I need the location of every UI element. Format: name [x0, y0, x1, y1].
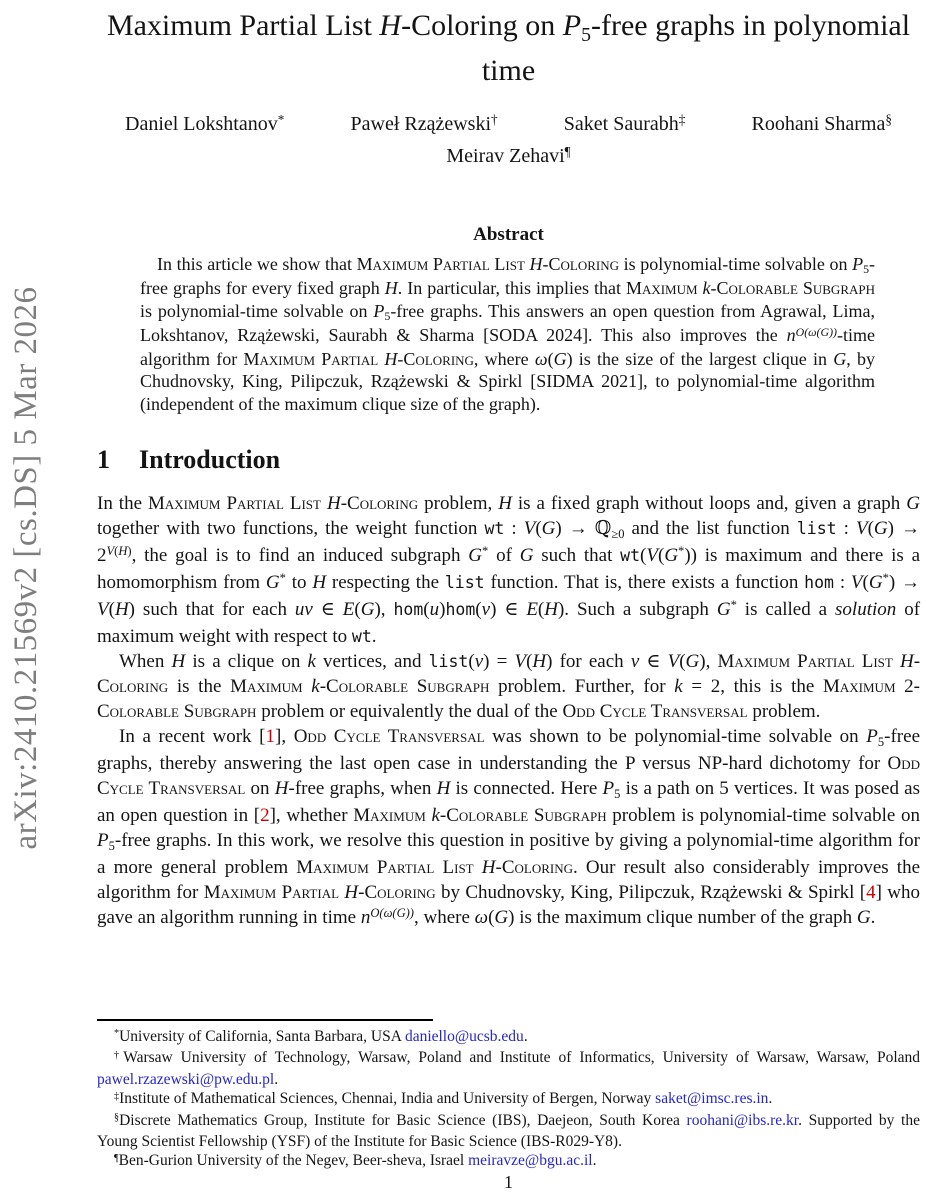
page-number: 1: [504, 1172, 513, 1192]
footnote-affiliation-4: §Discrete Mathematics Group, Institute for Basic Science (IBS), Daejeon, South Korea roohani@ibs.re.kr. Supported by the Young Scientist Fellowship (YSF) of the Institute for Basic Science (IBS-R029-Y8).: [97, 1111, 920, 1151]
author-saurabh: Saket Saurabh‡: [563, 112, 686, 135]
intro-paragraph-1: In the Maximum Partial List H-Coloring problem, H is a fixed graph without loops and, given a graph G together with two functions, the weight function wt : V(G) → ℚ≥0 and the list function list : $V(G) \to 2^{V(H)}$, the goal is to find an induced subgraph G* of G such that wt(V(G*)) is maximum and there is a homomorphism from G* to H respecting the list function. That is, there exists a function hom : V(G*) → V(H) such that for each uv ∈ E(G), hom(u)hom(v) ∈ E(H). Such a subgraph G* is called a solution of maximum weight with respect to wt.: [97, 493, 921, 648]
footnote-affiliation-3: ‡Institute of Mathematical Sciences, Chennai, India and University of Bergen, Norway saket@imsc.res.in.: [114, 1090, 773, 1108]
citation-link[interactable]: 2: [260, 805, 270, 827]
abstract-heading: Abstract: [473, 224, 544, 245]
author-sharma: Roohani Sharma§: [751, 112, 892, 135]
email-link[interactable]: pawel.rzazewski@pw.edu.pl: [97, 1070, 275, 1088]
author-rzazewski: Paweł Rzążewski†: [350, 112, 498, 135]
email-link[interactable]: roohani@ibs.re.kr: [686, 1111, 799, 1129]
email-link[interactable]: daniello@ucsb.edu: [404, 1028, 524, 1045]
citation-link[interactable]: 1: [265, 726, 275, 748]
footnote-block: [97, 1019, 920, 1173]
abstract-text: In this article we show that Maximum Partial List H-Coloring is polynomial-time solvable on P5-free graphs for every fixed graph H. In particular, this implies that Maximum k-Colorable Subgraph is polynomial-time solvable on P5-free graphs. This answers an open question from Agrawal, Lima, Lokshtanov, Rzążewski, Saurabh & Sharma [SODA 2024]. This also improves the $n^{O(\omega(G))}$-time algorithm for Maximum Partial H-Coloring, where ω(G) is the size of the largest clique in G, by Chudnovsky, King, Pilipczuk, Rzążewski & Spirkl [SIDMA 2021], to polynomial-time algorithm (independent of the maximum clique size of the graph).: [140, 254, 876, 414]
page-content: [97, 0, 920, 932]
footnote-affiliation-5: ¶Ben-Gurion University of the Negev, Beer-sheva, Israel meiravze@bgu.ac.il.: [114, 1152, 597, 1170]
section-title: Introduction: [139, 445, 281, 475]
arxiv-stamp: arXiv:2410.21569v2 [cs.DS] 5 Mar 2026: [8, 286, 44, 850]
citation-link[interactable]: 4: [866, 882, 876, 904]
intro-paragraph-3: In a recent work [1], Odd Cycle Transversal was shown to be polynomial-time solvable on P5-free graphs, thereby answering the last open case in understanding the P versus NP-hard dichotomy for Odd Cycle Transversal on H-free graphs, when H is connected. Here P5 is a path on 5 vertices. It was posed as an open question in [2], whether Maximum k-Colorable Subgraph problem is polynomial-time solvable on P5-free graphs. In this work, we resolve this question in positive by giving a polynomial-time algorithm for a more general problem Maximum Partial List H-Coloring. Our result also considerably improves the algorithm for Maximum Partial H-Coloring by Chudnovsky, King, Pilipczuk, Rzążewski & Spirkl [4] who gave an algorithm running in time $n^{O(\omega(G))}$, where ω(G) is the maximum clique number of the graph G.: [97, 726, 921, 929]
intro-paragraph-2: When H is a clique on k vertices, and list(v) = V(H) for each v ∈ V(G), Maximum Partial List H-Coloring is the Maximum k-Colorable Subgraph problem. Further, for k = 2, this is the Maximum 2-Colorable Subgraph problem or equivalently the dual of the Odd Cycle Transversal problem.: [97, 651, 921, 723]
footnote-affiliation-2: †Warsaw University of Technology, Warsaw, Poland and Institute of Informatics, University of Warsaw, Warsaw, Poland pawel.rzazewski@pw.edu.pl.: [97, 1049, 921, 1088]
email-link[interactable]: saket@imsc.res.in: [655, 1090, 769, 1108]
footnote-affiliation-1: *University of California, Santa Barbara, USA daniello@ucsb.edu.: [114, 1028, 528, 1045]
section-heading: [97, 445, 920, 475]
paper-title: Maximum Partial List H-Coloring on P5-free graphs in polynomial time: [106, 9, 911, 87]
author-lokshtanov: Daniel Lokshtanov*: [125, 112, 285, 135]
section-number: 1: [97, 445, 110, 475]
email-link[interactable]: meiravze@bgu.ac.il: [468, 1152, 593, 1170]
author-zehavi: Meirav Zehavi¶: [446, 144, 571, 167]
author-row: [97, 113, 920, 136]
footnote-rule: [97, 1019, 433, 1021]
